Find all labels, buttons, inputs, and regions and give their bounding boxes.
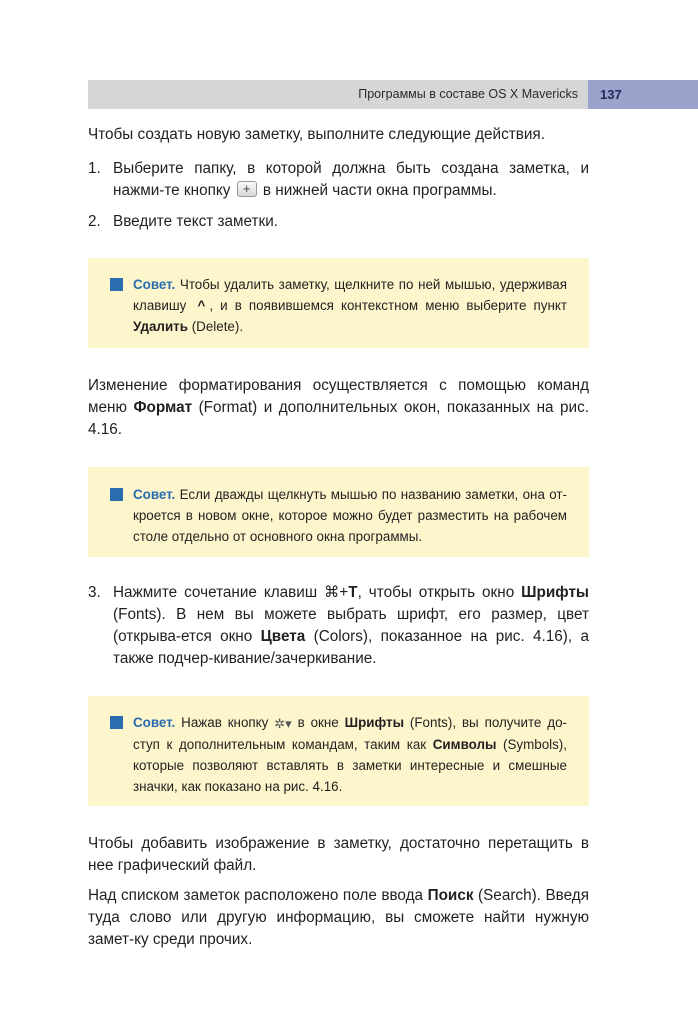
tip-marker-icon (110, 488, 123, 501)
step-number: 3. (88, 584, 101, 601)
search-paragraph: Над списком заметок расположено поле ввода Поиск (Search). Введя туда слово или другую информацию, вы сможете найти нужную замет-ку среди прочих. (88, 887, 589, 948)
tip-label: Совет. (133, 487, 176, 502)
add-note-button-icon: + (237, 181, 257, 197)
step-number: 1. (88, 160, 101, 177)
menu-item-delete: Удалить (133, 319, 188, 334)
intro-paragraph: Чтобы создать новую заметку, выполните следующие действия. (88, 126, 545, 143)
tip-label: Совет. (133, 715, 176, 730)
tip-marker-icon (110, 278, 123, 291)
gear-menu-icon: ✲▾ (274, 716, 292, 731)
step-2: 2. Введите текст заметки. (88, 211, 589, 233)
tip-box-new-window: Совет. Если дважды щелкнуть мышью по названию заметки, она от-кроется в новом окне, которое можно будет разместить на рабочем столе отдельно от основного окна программы. (88, 467, 589, 557)
format-paragraph: Изменение форматирования осуществляется с помощью команд меню Формат (Format) и дополнительных окон, показанных на рис. 4.16. (88, 377, 589, 438)
tip-box-delete: Совет. Чтобы удалить заметку, щелкните по ней мышью, удерживая клавишу ^ , и в появившемся контекстном меню выберите пункт Удалить (Delete). (88, 258, 589, 348)
page-header (88, 80, 698, 109)
tip-label: Совет. (133, 277, 176, 292)
control-key-icon: ^ (197, 298, 206, 313)
step-3: 3. Нажмите сочетание клавиш ⌘+T, чтобы открыть окно Шрифты (Fonts). В нем вы можете выбрать шрифт, его размер, цвет (открыва-ется окно Цвета (Colors), показанное на рис. 4.16), а также подчер-кивание/зачеркивание. (88, 584, 589, 667)
tip-marker-icon (110, 716, 123, 729)
step-1: 1. Выберите папку, в которой должна быть создана заметка, и нажми-те кнопку + в нижней части окна программы. (88, 160, 589, 199)
page-number: 137 (588, 80, 698, 109)
running-title: Программы в составе OS X Mavericks (358, 87, 578, 101)
image-paragraph: Чтобы добавить изображение в заметку, достаточно перетащить в нее графический файл. (88, 835, 589, 874)
tip-box-symbols: Совет. Нажав кнопку ✲▾ в окне Шрифты (Fonts), вы получите до-ступ к дополнительным командам, таким как Символы (Symbols), которые позволяют вставлять в заметки интересные и смешные значки, как показано на рис. 4.16. (88, 696, 589, 806)
step-number: 2. (88, 213, 101, 230)
